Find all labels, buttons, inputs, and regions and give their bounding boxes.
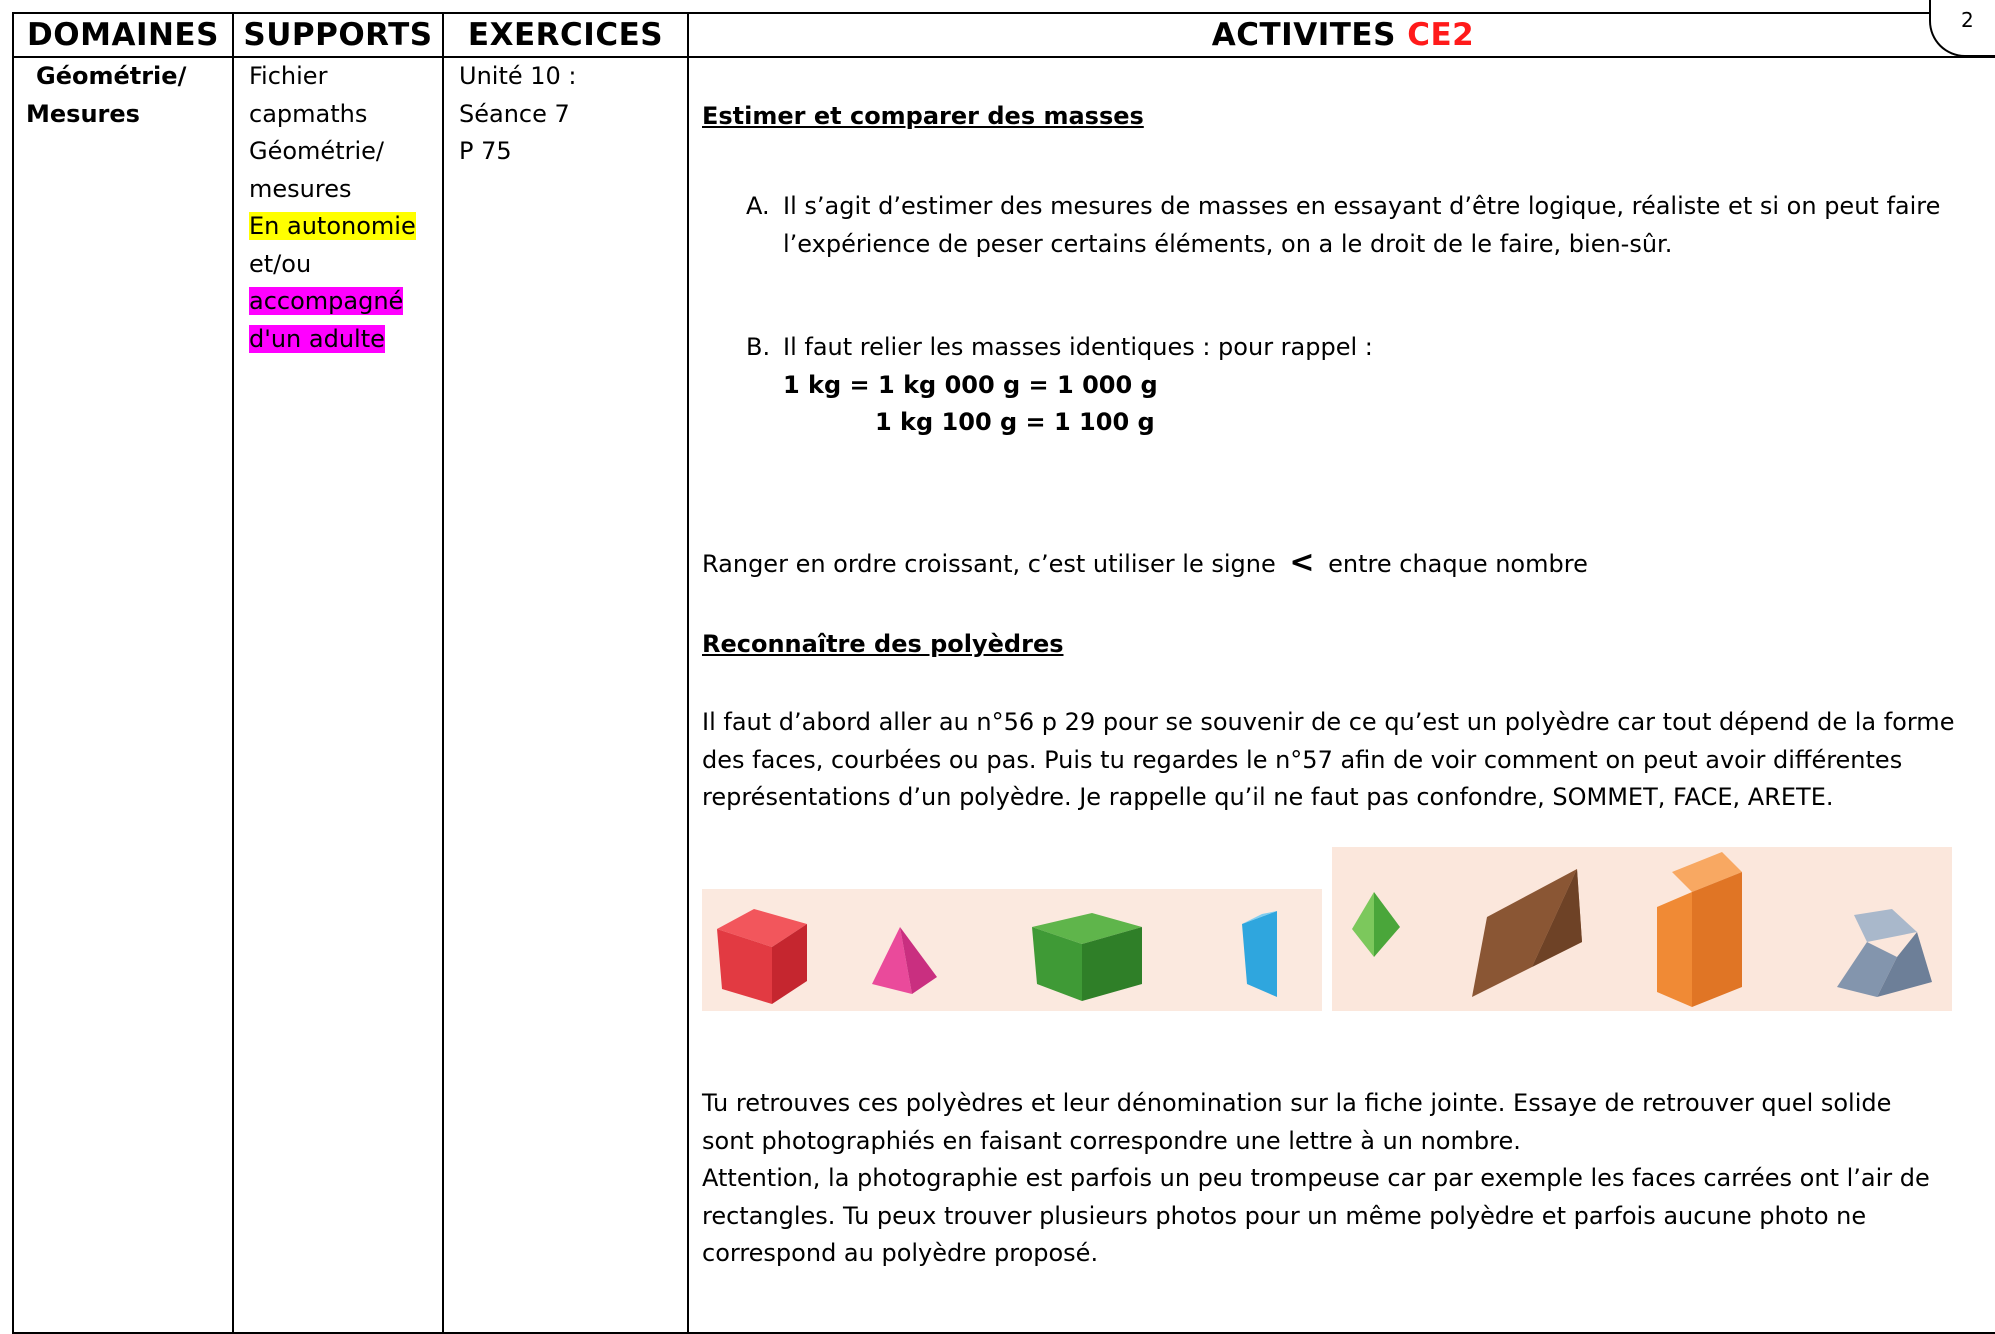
- domaine-geometrie: Géométrie/: [36, 62, 187, 90]
- header-level-badge: CE2: [1407, 17, 1475, 53]
- mass-equation-1: 1 kg = 1 kg 000 g = 1 000 g: [783, 370, 1158, 399]
- octahedron-green-photo: [1352, 892, 1400, 957]
- paragraph-line: Attention, la photographie est parfois un peu trompeuse car par exemple les faces carrées ont l’air de: [702, 1164, 1930, 1192]
- ranger-sentence: [702, 544, 1989, 584]
- bipyramid-brown-photo: [1472, 869, 1582, 997]
- support-line: Fichier: [249, 62, 328, 90]
- header-domaines: DOMAINES: [13, 13, 233, 57]
- section-title-masses: Estimer et comparer des masses: [702, 102, 1144, 130]
- ranger-text-after: entre chaque nombre: [1328, 550, 1588, 578]
- list-item-b: [746, 329, 1989, 449]
- header-exercices: EXERCICES: [443, 13, 688, 57]
- header-activites: [688, 13, 1995, 57]
- paragraph-line: Tu retrouves ces polyèdres et leur dénomination sur la fiche jointe. Essaye de retrouver quel solide: [702, 1089, 1892, 1117]
- paragraph-line: des faces, courbées ou pas. Puis tu regardes le n°57 afin de voir comment on peut avoir différentes: [702, 745, 1903, 774]
- table-body-row: [13, 57, 1995, 1333]
- mass-equation-2: 1 kg 100 g = 1 100 g: [875, 408, 1155, 436]
- adulte-highlight-line2: d'un adulte: [249, 324, 385, 353]
- header-supports: SUPPORTS: [233, 13, 443, 57]
- paragraph-line: correspond au polyèdre proposé.: [702, 1239, 1099, 1267]
- support-line: mesures: [249, 174, 352, 203]
- ranger-text-before: Ranger en ordre croissant, c’est utiliser le signe: [702, 550, 1276, 578]
- item-a-line1: Il s’agit d’estimer des mesures de masses en essayant d’être logique, réaliste et si on peut faire: [783, 192, 1941, 220]
- polyhedra-photos: [702, 847, 1952, 1011]
- autonomie-highlight: En autonomie: [249, 212, 416, 240]
- support-line: Géométrie/: [249, 137, 384, 165]
- list-item-a: [746, 188, 1989, 268]
- domaines-cell: [13, 57, 233, 1333]
- support-connector: et/ou: [249, 249, 312, 278]
- item-b-marker: B.: [746, 333, 771, 361]
- item-b-line1: Il faut relier les masses identiques : pour rappel :: [783, 333, 1373, 361]
- section-title-polyedres: Reconnaître des polyèdres: [702, 630, 1064, 658]
- exercice-seance: Séance 7: [459, 99, 570, 128]
- adulte-highlight-line1: accompagné: [249, 287, 404, 315]
- polyhedra-photo-right: [1332, 847, 1952, 1011]
- item-a-line2: l’expérience de peser certains éléments, on a le droit de le faire, bien-sûr.: [783, 229, 1673, 258]
- polyedre-instructions: [702, 704, 1989, 817]
- activites-cell: [688, 57, 1995, 1333]
- supports-cell: [233, 57, 443, 1333]
- paragraph-line: représentations d’un polyèdre. Je rappelle qu’il ne faut pas confondre, SOMMET, FACE, ARETE.: [702, 783, 1834, 811]
- activity-table: [12, 12, 1995, 1334]
- support-line: capmaths: [249, 99, 368, 128]
- exercices-cell: [443, 57, 688, 1333]
- less-than-sign: <: [1289, 545, 1315, 580]
- photo-strip-left: [702, 889, 1322, 1011]
- paragraph-line: rectangles. Tu peux trouver plusieurs photos pour un même polyèdre et parfois aucune photo ne: [702, 1201, 1867, 1230]
- header-activites-label: ACTIVITES: [1211, 17, 1396, 53]
- page-number: 2: [1961, 8, 1974, 32]
- exercice-unite: Unité 10 :: [459, 62, 577, 90]
- frustum-grey-photo: [1837, 909, 1932, 997]
- item-a-marker: A.: [746, 192, 770, 220]
- cube-red-photo: [717, 909, 807, 1004]
- cuboid-orange-photo: [1657, 852, 1742, 1007]
- prism-green-photo: [1032, 913, 1142, 1001]
- paragraph-line: Il faut d’abord aller au n°56 p 29 pour se souvenir de ce qu’est un polyèdre car tout dépend de la forme: [702, 708, 1955, 736]
- table-header-row: [13, 13, 1995, 57]
- polyedre-remarks: [702, 1085, 1989, 1273]
- exercice-page: P 75: [459, 137, 512, 165]
- photo-strip-right: [1332, 847, 1952, 1011]
- pyramid-pink-photo: [872, 927, 937, 994]
- paragraph-line: sont photographiés en faisant correspondre une lettre à un nombre.: [702, 1126, 1521, 1155]
- polyhedra-photo-left: [702, 889, 1322, 1011]
- prism-blue-photo: [1242, 911, 1277, 997]
- domaine-mesures: Mesures: [26, 99, 140, 128]
